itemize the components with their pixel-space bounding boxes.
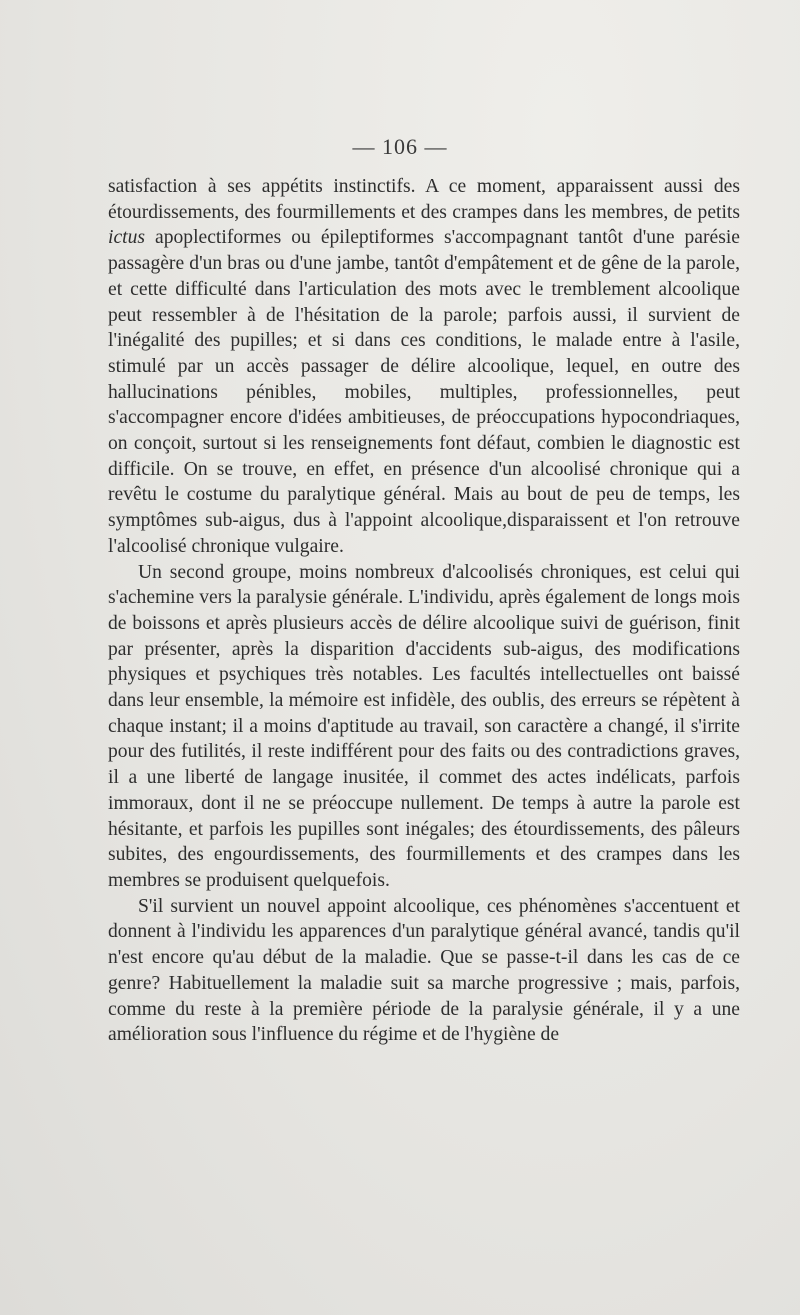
paragraph-new-alcohol-intake: S'il survient un nouvel appoint alcoolique, ces phénomènes s'accentuent et donnent à l'individu les apparences d'un paralytique général avancé, tandis qu'il n'est encore qu'au début de la maladie. Que se passe-t-il dans les cas de ce genre? Habituellement la maladie suit sa marche progressive ; mais, parfois, comme du reste à la première période de la paralysie générale, il y a une amélioration sous l'influence du régime et de l'hygiène de bbox=[108, 895, 740, 1046]
paragraph-1-text-after: apoplectiformes ou épileptiformes s'accompagnant tantôt d'une parésie passagère d'un bras ou d'une jambe, tantôt d'empâtement et de gêne de la parole, et cette difficulté dans l'articulation des mots avec le tremblement alcoolique peut ressembler à de l'hésitation de la parole; parfois aussi, il survient de l'inégalité des pupilles; et si dans ces conditions, le malade entre à l'asile, stimulé par un accès passager de délire alcoolique, lequel, en outre des hallucinations pénibles, mobiles, multiples, professionnelles, peut s'accompagner encore d'idées ambitieuses, de préoccupations hypocondriaques, on conçoit, surtout si les renseignements font défaut, combien le diagnostic est difficile. On se trouve, en effet, en présence d'un alcoolisé chronique qui a revêtu le costume du paralytique général. Mais au bout de peu de temps, les symptômes sub-aigus, dus à l'appoint alcoolique,disparaissent et l'on retrouve l'alcoolisé chronique vulgaire. bbox=[108, 227, 740, 557]
italic-term-ictus: ictus bbox=[108, 227, 146, 249]
body-text bbox=[108, 174, 740, 1048]
page-number: — 106 — bbox=[352, 134, 448, 159]
paragraph-1-text-before: satisfaction à ses appétits instinctifs. A ce moment, apparaissent aussi des étourdissements, des fourmillements et des crampes dans les membres, de petits bbox=[108, 176, 740, 223]
paragraph-second-group: Un second groupe, moins nombreux d'alcoolisés chroniques, est celui qui s'achemine vers la paralysie générale. L'individu, après également de longs mois de boissons et après plusieurs accès de délire alcoolique suivi de guérison, finit par présenter, après la disparition d'accidents sub-aigus, des modifications physiques et psychiques très notables. Les facultés intellectuelles ont baissé dans leur ensemble, la mémoire est infidèle, des oublis, des erreurs se répètent à chaque instant; il a moins d'aptitude au travail, son caractère a changé, il s'irrite pour des futilités, il reste indifférent pour des faits ou des contradictions graves, il a une liberté de langage inusitée, il commet des actes indélicats, parfois immoraux, dont il ne se préoccupe nullement. De temps à autre la parole est hésitante, et parfois les pupilles sont inégales; des étourdissements, des pâleurs subites, des engourdissements, des fourmillements et des crampes dans les membres se produisent quelquefois. bbox=[108, 561, 740, 891]
paragraph-continuation bbox=[108, 174, 740, 560]
